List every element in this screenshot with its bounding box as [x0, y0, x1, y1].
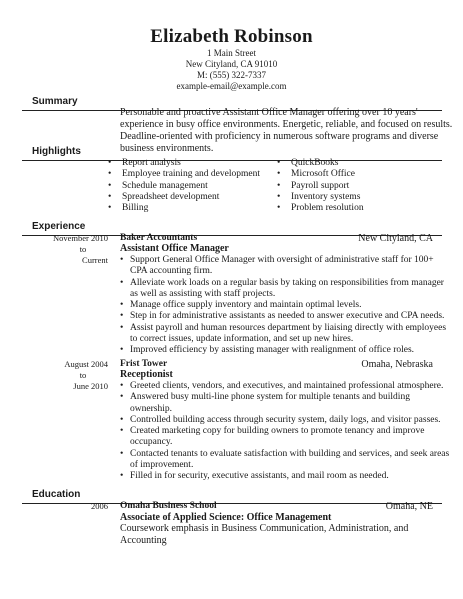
list-item: • Created marketing copy for building owners to promote tenancy and improve occupancy. — [120, 426, 453, 449]
job-bullets — [120, 381, 453, 483]
job-start: November 2010 — [52, 233, 108, 243]
highlights-left-list — [108, 158, 260, 214]
job-end: June 2010 — [73, 381, 108, 391]
list-item: • Report analysis — [108, 158, 260, 169]
list-item: • Problem resolution — [277, 203, 364, 214]
experience-section — [22, 221, 450, 491]
list-item: • Alleviate work loads on a regular basis by taking on responsibilities from manager as well as assisting with staff projects. — [120, 278, 453, 301]
summary-text: Personable and proactive Assistant Office Manager offering over 10 years' experience in busy office environments. Energetic, reliable, and focused on results. Deadline-oriented with proficiency in numerous software programs and diverse business environments. — [120, 107, 453, 154]
highlights-title: Highlights — [32, 146, 81, 157]
education-year: 2006 — [91, 501, 108, 511]
highlights-section — [22, 146, 442, 214]
list-item: • Employee training and development — [108, 169, 260, 180]
job-to: to — [79, 244, 87, 254]
education-description: Coursework emphasis in Business Communication, Administration, and Accounting — [120, 523, 409, 546]
experience-title: Experience — [32, 221, 86, 232]
job-entry — [22, 359, 450, 491]
list-item: • Billing — [108, 203, 260, 214]
job-location: Omaha, Nebraska — [361, 359, 433, 370]
list-item: • Filled in for security, executive assistants, and mail room as needed. — [120, 471, 453, 482]
job-dates — [22, 233, 108, 266]
list-item: • Assist payroll and human resources department by liaising directly with employees to correct issues, update information, and set up new hires. — [120, 323, 453, 346]
summary-title: Summary — [32, 96, 78, 107]
job-end: Current — [82, 255, 108, 265]
resume-header — [0, 26, 463, 92]
job-dates — [22, 359, 108, 392]
list-item: • Support General Office Manager with oversight of administrative staff for 100+ CPA accounting firm. — [120, 255, 453, 278]
email-line[interactable]: example-email@example.com — [176, 81, 287, 91]
list-item: • Improved efficiency by assisting manager with realignment of office roles. — [120, 345, 453, 356]
city-line: New Cityland, CA 91010 — [185, 59, 278, 69]
list-item: • Schedule management — [108, 181, 260, 192]
education-section — [22, 489, 442, 549]
job-entry — [22, 233, 447, 363]
job-to: to — [79, 370, 87, 380]
list-item: • Payroll support — [277, 181, 364, 192]
highlights-right-list — [277, 158, 364, 214]
job-company: Frist Tower — [120, 359, 168, 369]
job-role: Assistant Office Manager — [120, 243, 229, 254]
education-school: Omaha Business School — [120, 501, 217, 511]
list-item: • Answered busy multi-line phone system for multiple tenants and building ownership. — [120, 392, 453, 415]
list-item: • Step in for administrative assistants as needed to answer executive and CPA needs. — [120, 311, 453, 322]
job-location: New Cityland, CA — [358, 233, 433, 244]
list-item: • Inventory systems — [277, 192, 364, 203]
education-degree: Associate of Applied Science: Office Management — [120, 512, 332, 523]
phone-line: M: (555) 322-7337 — [197, 70, 266, 80]
job-role: Receptionist — [120, 369, 173, 380]
list-item: • QuickBooks — [277, 158, 364, 169]
list-item: • Controlled building access through security system, daily logs, and visitor passes. — [120, 415, 453, 426]
list-item: • Manage office supply inventory and maintain optimal levels. — [120, 300, 453, 311]
job-start: August 2004 — [64, 359, 108, 369]
job-company: Baker Accountants — [120, 233, 198, 243]
candidate-name: Elizabeth Robinson — [150, 26, 313, 47]
list-item: • Spreadsheet development — [108, 192, 260, 203]
list-item: • Greeted clients, vendors, and executives, and maintained professional atmosphere. — [120, 381, 453, 392]
list-item: • Microsoft Office — [277, 169, 364, 180]
address-line: 1 Main Street — [207, 48, 256, 58]
job-bullets — [120, 255, 453, 357]
list-item: • Contacted tenants to evaluate satisfaction with building and services, and seek areas of improvement. — [120, 449, 453, 472]
education-location: Omaha, NE — [385, 501, 433, 512]
education-title: Education — [32, 489, 81, 500]
